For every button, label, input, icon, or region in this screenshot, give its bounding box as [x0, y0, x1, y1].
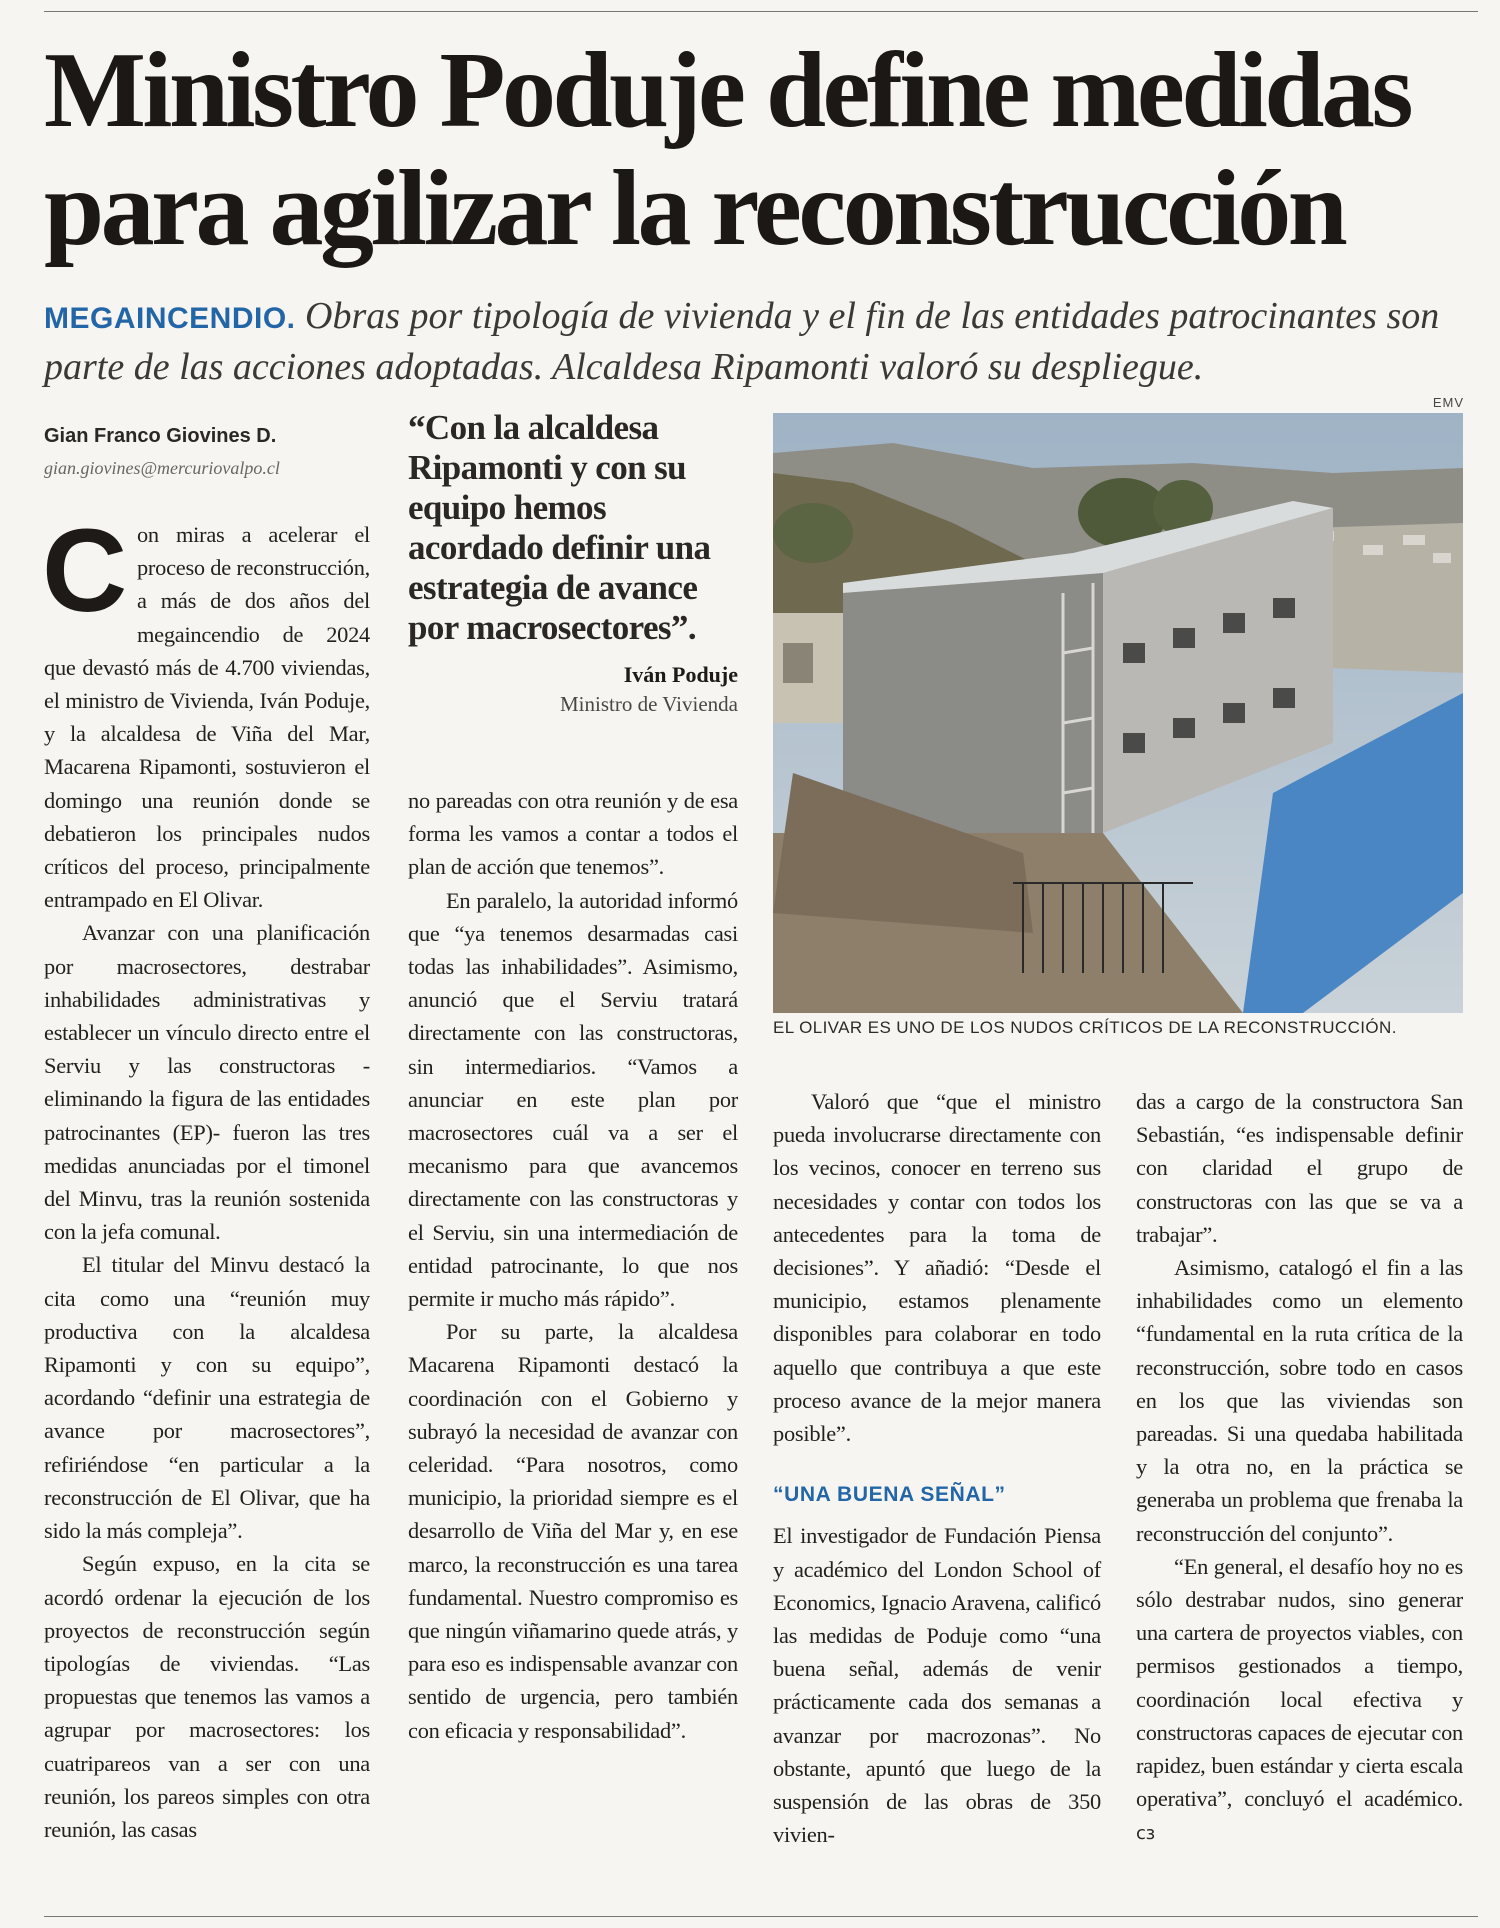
article-column-4	[1136, 1085, 1463, 1851]
top-rule	[44, 11, 1478, 12]
byline	[44, 425, 374, 479]
pull-quote-text: “Con la alcaldesa Ripamonti y con su equipo hemos acordado definir una estrategia de avance por macrosectores”.	[408, 408, 711, 647]
section-tag: MEGAINCENDIO.	[44, 302, 296, 335]
headline: Ministro Poduje define medidas para agilizar la reconstrucción	[44, 31, 1411, 268]
photo-credit: EMV	[1432, 395, 1464, 410]
article-column-1	[42, 505, 370, 1846]
author-email: gian.giovines@mercuriovalpo.cl	[44, 458, 280, 478]
paragraph: En paralelo, la autoridad informó que “ya tenemos desarmadas casi todas las inhabilidades”. Asimismo, anunció que el Serviu tratará directamente con las constructoras, sin intermediarios. “Vamos a anunciar en este plan por macrosectores cuál va a ser el mecanismo para que avancemos directamente con las constructoras y el Serviu, sin una intermediación de entidad patrocinante, lo que nos permite ir mucho más rápido”.	[408, 887, 738, 1312]
paragraph: Valoró que “que el ministro pueda involucrarse directamente con los vecinos, conocer en terreno sus necesidades y contar con todos los antecedentes para la toma de decisiones”. Y añadió: “Desde el municipio, estamos plenamente disponibles para colaborar en todo aquello que contribuya a que este proceso avance de la mejor manera posible”.	[773, 1089, 1101, 1447]
article-photo	[773, 413, 1463, 1013]
photo-caption: EL OLIVAR ES UNO DE LOS NUDOS CRÍTICOS DE LA RECONSTRUCCIÓN.	[773, 1018, 1397, 1037]
dek	[44, 292, 1474, 391]
pull-quote-name: Iván Poduje	[623, 662, 738, 687]
end-mark: cз	[1136, 1823, 1155, 1845]
bottom-rule	[44, 1916, 1478, 1917]
author-name: Gian Franco Giovines D.	[44, 425, 277, 447]
paragraph: das a cargo de la constructora San Sebastián, “es indispensable definir con claridad el grupo de constructoras con las que se va a trabajar”.	[1136, 1089, 1463, 1247]
article-column-2	[408, 784, 738, 1747]
paragraph: “En general, el desafío hoy no es sólo destrabar nudos, sino generar una cartera de proyectos viables, con permisos gestionados a tiempo, coordinación local efectiva y constructoras capaces de ejecutar con rapidez, buen estándar y cierta escala operativa”, concluyó el académico. cз	[1136, 1553, 1463, 1845]
pull-quote-role: Ministro de Vivienda	[560, 692, 738, 716]
pull-quote	[408, 408, 738, 717]
paragraph: Avanzar con una planificación por macrosectores, destrabar inhabilidades administrativas y establecer un vínculo directo entre el Serviu y las constructoras -eliminando la figura de las entidades patrocinantes (EP)- fueron las tres medidas anunciadas por el timonel del Minvu, tras la reunión sostenida con la jefa comunal.	[44, 920, 370, 1245]
paragraph: Asimismo, catalogó el fin a las inhabilidades como un elemento “fundamental en la ruta crítica de la reconstrucción, sobre todo en casos en los que las viviendas son pareadas. Si una quedaba habilitada y la otra no, en la práctica se generaba un problema que frenaba la reconstrucción del conjunto”.	[1136, 1255, 1463, 1546]
paragraph: Con miras a acelerar el proceso de reconstrucción, a más de dos años del megaincendio de 2024 que devastó más de 4.700 viviendas, el ministro de Vivienda, Iván Poduje, y la alcaldesa de Viña del Mar, Macarena Ripamonti, sostuvieron el domingo una reunión donde se debatieron los principales nudos críticos del proceso, principalmente entrampado en El Olivar.	[42, 505, 370, 913]
paragraph: Según expuso, en la cita se acordó ordenar la ejecución de los proyectos de reconstrucción según tipologías de viviendas. “Las propuestas que tenemos las vamos a agrupar por macrosectores: los cuatripareos van a ser con una reunión, los pareos simples con otra reunión, las casas	[44, 1551, 370, 1842]
paragraph: Por su parte, la alcaldesa Macarena Ripamonti destacó la coordinación con el Gobierno y subrayó la necesidad de avanzar con celeridad. “Para nosotros, como municipio, la prioridad siempre es el desarrollo de Viña del Mar y, en ese marco, la reconstrucción es una tarea fundamental. Nuestro compromiso es que ningún viñamarino quede atrás, y para eso es indispensable avanzar con sentido de urgencia, pero también con eficacia y responsabilidad”.	[408, 1319, 738, 1743]
construction-site-illustration	[773, 413, 1463, 1013]
article-column-3	[773, 1085, 1101, 1851]
dek-text: Obras por tipología de vivienda y el fin de las entidades patrocinantes son parte de las acciones adoptadas. Alcaldesa Ripamonti valoró su despliegue.	[44, 295, 1440, 388]
subheading: “UNA BUENA SEÑAL”	[773, 1483, 1006, 1507]
drop-cap: C	[42, 505, 127, 637]
paragraph: no pareadas con otra reunión y de esa forma les vamos a contar a todos el plan de acción que tenemos”.	[408, 788, 738, 880]
paragraph: El titular del Minvu destacó la cita como una “reunión muy productiva con la alcaldesa Ripamonti y con su equipo”, acordando “definir una estrategia de avance por macrosectores”, refiriéndose “en particular a la reconstrucción de El Olivar, que ha sido la más compleja”.	[44, 1252, 370, 1544]
paragraph: El investigador de Fundación Piensa y académico del London School of Economics, Ignacio Aravena, calificó las medidas de Poduje como “una buena señal, además de venir prácticamente cada dos semanas a avanzar por macrozonas”. No obstante, apuntó que luego de la suspensión de las obras de 350 vivien-	[773, 1523, 1101, 1848]
